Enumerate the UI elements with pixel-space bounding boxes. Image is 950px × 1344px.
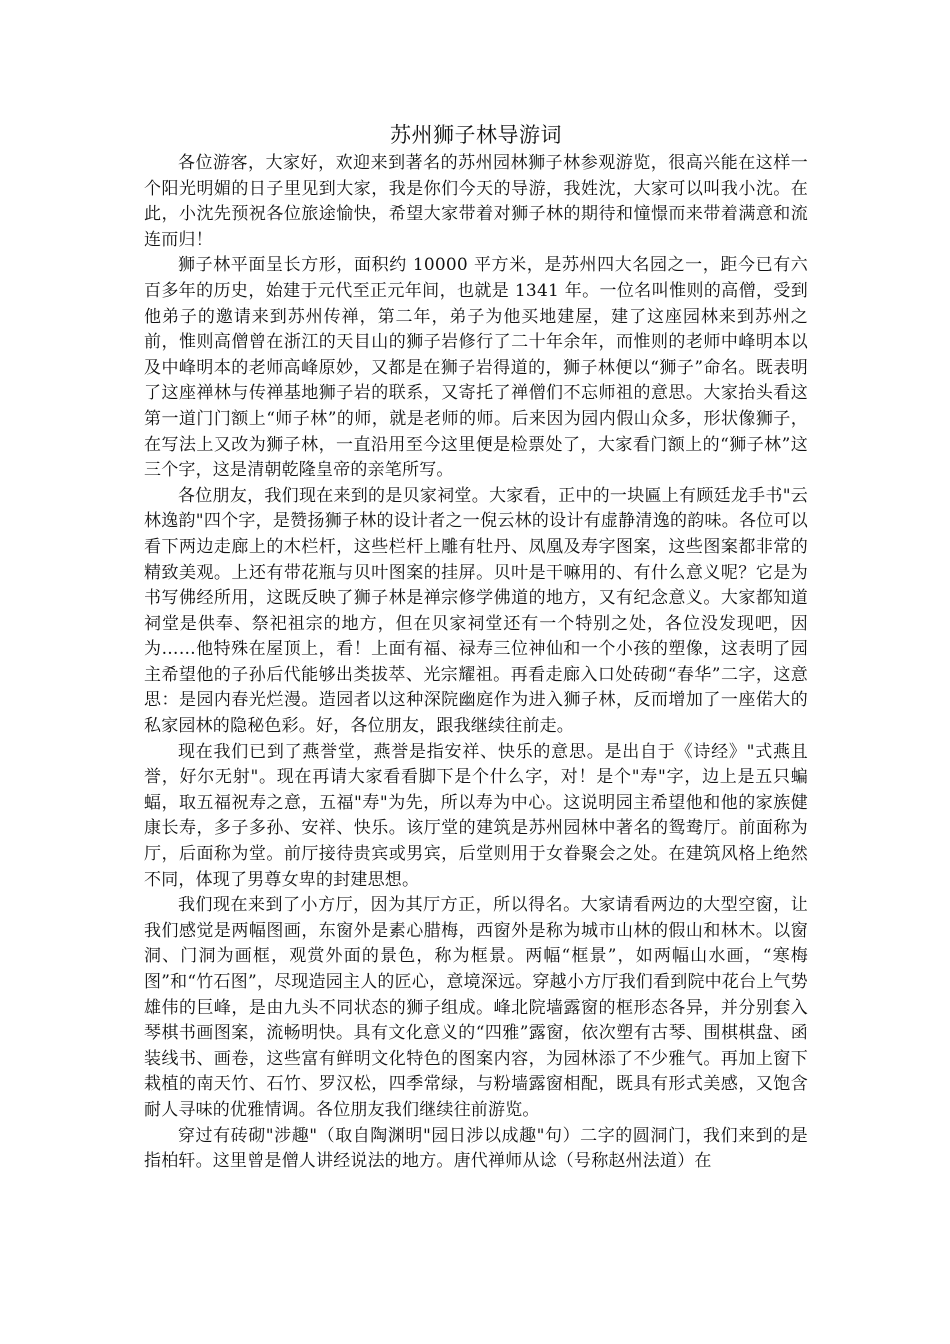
document-title: 苏州狮子林导游词 — [390, 123, 562, 147]
paragraph-bei-ancestral-hall: 各位朋友，我们现在来到的是贝家祠堂。大家看，正中的一块匾上有顾廷龙手书"云林逸韵"四个字，是赞扬狮子林的设计者之一倪云林的设计有虚静清逸的韵味。各位可以看下两边走廊上的木栏杆，这些栏杆上雕有牡丹、凤凰及寿字图案，这些图案都非常的精致美观。上还有带花瓶与贝叶图案的挂屏。贝叶是干嘛用的、有什么意义呢？它是为书写佛经所用，这既反映了狮子林是禅宗修学佛道的地方，又有纪念意义。大家都知道祠堂是供奉、祭祀祖宗的地方，但在贝家祠堂还有一个特别之处，各位没发现吧，因为……他特殊在屋顶上，看！上面有福、禄寿三位神仙和一个小孩的塑像，这表明了园主希望他的子孙后代能够出类拔萃、光宗耀祖。再看走廊入口处砖砌“春华”二字，这意思：是园内春光烂漫。造园者以这种深院幽庭作为进入狮子林，反而增加了一座偌大的私家园林的隐秘色彩。好，各位朋友，跟我继续往前走。 — [144, 485, 808, 737]
paragraph-small-square-hall: 我们现在来到了小方厅，因为其厅方正，所以得名。大家请看两边的大型空窗，让我们感觉是两幅图画，东窗外是素心腊梅，西窗外是称为城市山林的假山和林木。以窗洞、门洞为画框，观赏外面的景色，称为框景。两幅“框景”，如两幅山水画，“寒梅图”和“竹石图”，尽现造园主人的匠心，意境深远。穿越小方厅我们看到院中花台上气势雄伟的巨峰，是由九头不同状态的狮子组成。峰北院墙露窗的框形态各异，并分别套入琴棋书画图案，流畅明快。具有文化意义的“四雅”露窗，依次塑有古琴、围棋棋盘、函装线书、画卷，这些富有鲜明文化特色的图案内容，为园林添了不少雅气。再加上窗下栽植的南天竹、石竹、罗汉松，四季常绿，与粉墙露窗相配，既具有形式美感，又饱含耐人寻味的优雅情调。各位朋友我们继续往前游览。 — [144, 895, 808, 1120]
paragraph-yanyu-hall: 现在我们已到了燕誉堂，燕誉是指安祥、快乐的意思。是出自于《诗经》"式燕且誉，好尔无射"。现在再请大家看看脚下是个什么字，对！是个"寿"字，边上是五只蝙蝠，取五福祝寿之意，五福"寿"为先，所以寿为中心。这说明园主希望他和他的家族健康长寿，多子多孙、安祥、快乐。该厅堂的建筑是苏州园林中著名的鸳鸯厅。前面称为厅，后面称为堂。前厅接待贵宾或男宾，后堂则用于女眷聚会之处。在建筑风格上绝然不同，体现了男尊女卑的封建思想。 — [144, 741, 808, 890]
paragraph-welcome: 各位游客，大家好，欢迎来到著名的苏州园林狮子林参观游览，很高兴能在这样一个阳光明媚的日子里见到大家，我是你们今天的导游，我姓沈，大家可以叫我小沈。在此，小沈先预祝各位旅途愉快，希望大家带着对狮子林的期待和憧憬而来带着满意和流连而归！ — [144, 153, 808, 250]
paragraph-history: 狮子林平面呈长方形，面积约 10000 平方米，是苏州四大名园之一，距今已有六百多年的历史，始建于元代至正元年间，也就是 1341 年。一位名叫惟则的高僧，受到他弟子的邀请来到苏州传禅，第二年，弟子为他买地建屋，建了这座园林来到苏州之前，惟则高僧曾在浙江的天目山的狮子岩修行了二十年余年，而惟则的老师中峰明本以及中峰明本的老师高峰原妙，又都是在狮子岩得道的，狮子林便以“狮子”命名。既表明了这座禅林与传禅基地狮子岩的联系，又寄托了禅僧们不忘师祖的意思。大家抬头看这第一道门门额上“师子林”的师，就是老师的师。后来因为园内假山众多，形状像狮子，在写法上又改为狮子林，一直沿用至今这里便是检票处了，大家看门额上的“狮子林”这三个字，这是清朝乾隆皇帝的亲笔所写。 — [144, 255, 808, 481]
paragraph-zhibai-pavilion: 穿过有砖砌"涉趣"（取自陶渊明"园日涉以成趣"句）二字的圆洞门，我们来到的是指柏轩。这里曾是僧人讲经说法的地方。唐代禅师从谂（号称赵州法道）在 — [144, 1125, 808, 1172]
document-body — [144, 119, 808, 1175]
